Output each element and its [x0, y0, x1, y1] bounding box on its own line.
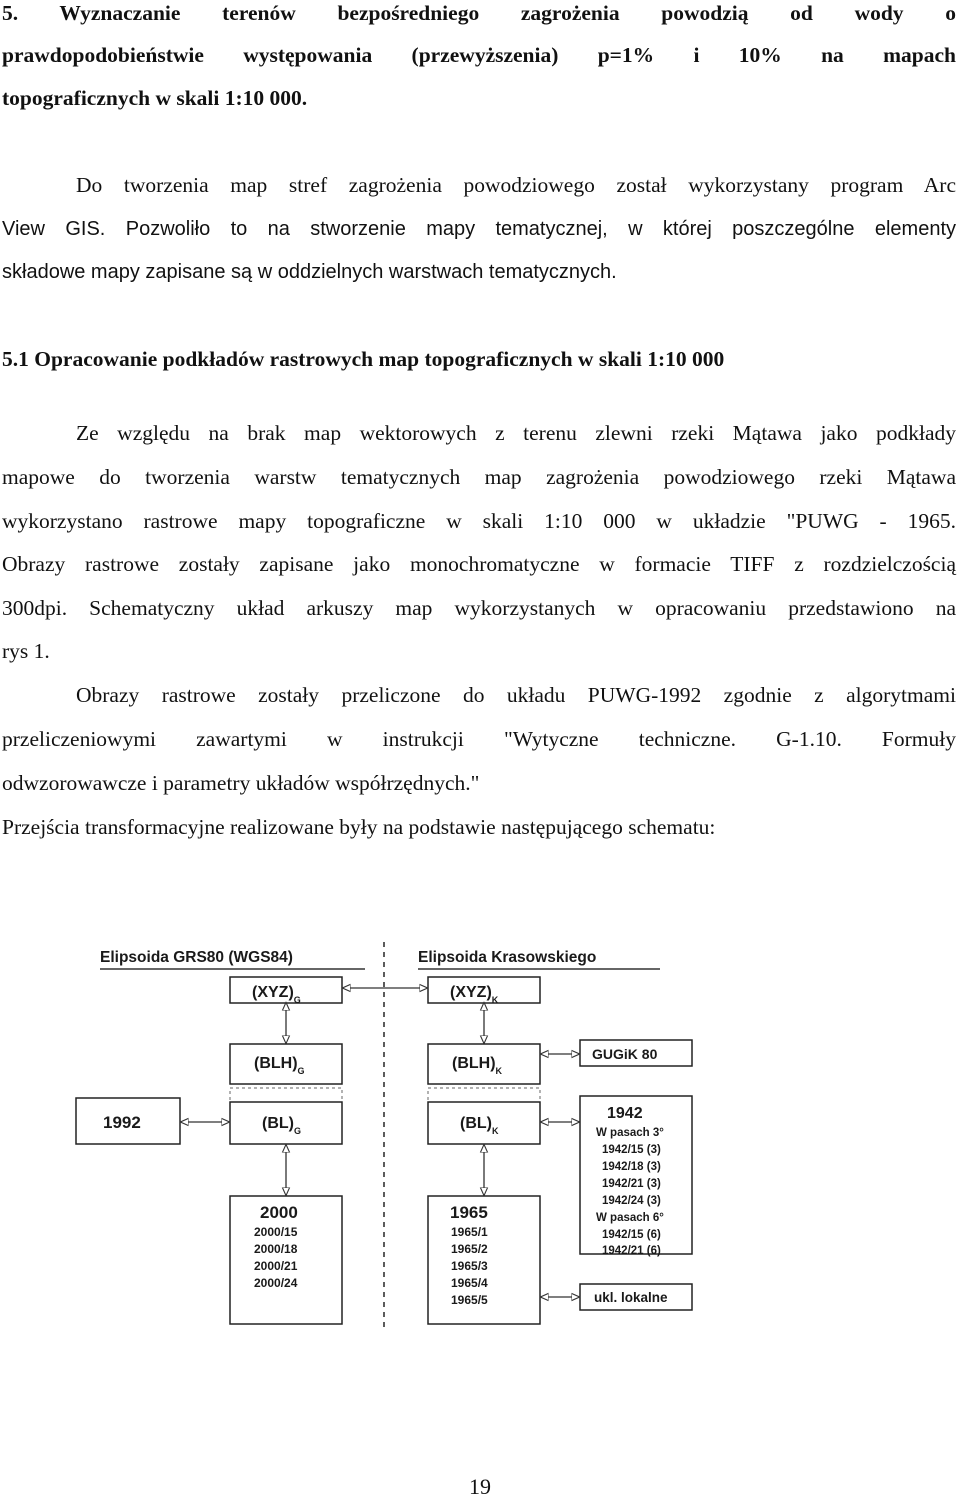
node-1942	[580, 1096, 692, 1257]
paragraph-2-line-1: Obrazy rastrowe zostały przeliczone do układu PUWG-1992 zgodnie z algorytmami	[76, 683, 956, 707]
paragraph-1-line-3: wykorzystano rastrowe mapy topograficzne w skali 1:10 000 w układzie "PUWG - 1965.	[2, 509, 956, 533]
node-2000	[230, 1196, 342, 1324]
node-1942-line-6: W pasach 6°	[596, 1212, 664, 1224]
subsection-heading: 5.1 Opracowanie podkładów rastrowych map topograficznych w skali 1:10 000	[2, 347, 725, 371]
node-1965-item-2: 1965/2	[451, 1242, 488, 1256]
node-local-label: ukl. lokalne	[594, 1290, 668, 1305]
node-2000-item-3: 2000/21	[254, 1259, 298, 1273]
intro-line-3: składowe mapy zapisane są w oddzielnych warstwach tematycznych.	[2, 261, 617, 283]
node-blh-g	[230, 1044, 342, 1084]
node-bl-g	[230, 1102, 342, 1144]
paragraph-1-line-1: Ze względu na brak map wektorowych z terenu zlewni rzeki Mątawa jako podkłady	[76, 421, 956, 445]
paragraph-2-line-3: odwzorowawcze i parametry układów współrzędnych."	[2, 771, 480, 795]
paragraph-1-line-2: mapowe do tworzenia warstw tematycznych map zagrożenia powodziowego rzeki Mątawa	[2, 465, 956, 489]
node-blh-k-sub: K	[495, 1066, 503, 1076]
paragraph-1-line-5: 300dpi. Schematyczny układ arkuszy map wykorzystanych w opracowaniu przedstawiono na	[2, 596, 956, 620]
node-bl-k	[428, 1102, 540, 1144]
node-bl-k-sub: K	[491, 1126, 499, 1136]
node-1942-line-8: 1942/21 (6)	[602, 1245, 661, 1257]
node-1942-line-1: W pasach 3°	[596, 1127, 664, 1139]
paragraph-3: Przejścia transformacyjne realizowane były na podstawie następującego schematu:	[2, 815, 716, 839]
node-2000-item-1: 2000/15	[254, 1225, 298, 1239]
node-local	[580, 1284, 692, 1310]
node-2000-title: 2000	[260, 1203, 298, 1222]
node-xyz-k-label: (XYZ)	[450, 984, 492, 1001]
paragraph-2-line-2: przeliczeniowymi zawartymi w instrukcji "Wytyczne techniczne. G-1.10. Formuły	[2, 727, 956, 751]
header-grs80: Elipsoida GRS80 (WGS84)	[100, 949, 293, 966]
node-bl-g-label: (BL)	[262, 1115, 294, 1132]
node-blh-g-sub: G	[297, 1066, 305, 1076]
node-blh-k-label: (BLH)	[452, 1055, 496, 1072]
node-1965-title: 1965	[450, 1203, 488, 1222]
node-1965	[428, 1196, 540, 1324]
paragraph-1-line-4: Obrazy rastrowe zostały zapisane jako monochromatyczne w formacie TIFF z rozdzielczością	[2, 552, 956, 576]
node-xyz-g-label: (XYZ)	[252, 984, 294, 1001]
node-1942-title: 1942	[607, 1105, 643, 1122]
transformation-diagram	[0, 930, 960, 1340]
node-xyz-g-sub: G	[293, 995, 301, 1005]
section-heading-line-1: 5. Wyznaczanie terenów bezpośredniego zagrożenia powodzią od wody o	[2, 1, 956, 25]
node-1942-line-4: 1942/21 (3)	[602, 1178, 661, 1190]
node-xyz-k-sub: K	[491, 995, 499, 1005]
node-1965-item-3: 1965/3	[451, 1259, 488, 1273]
node-1965-item-5: 1965/5	[451, 1293, 488, 1307]
node-gugik80	[580, 1040, 692, 1066]
section-heading-line-2: prawdopodobieństwie występowania (przewyższenia) p=1% i 10% na mapach	[2, 43, 956, 67]
intro-line-2: View GIS. Pozwoliło to na stworzenie mapy tematycznej, w której poszczególne elementy	[2, 218, 956, 240]
node-1942-line-2: 1942/15 (3)	[602, 1144, 661, 1156]
node-2000-item-2: 2000/18	[254, 1242, 298, 1256]
paragraph-1-line-6: rys 1.	[2, 639, 50, 663]
node-gugik80-label: GUGiK 80	[592, 1046, 658, 1062]
page-number: 19	[469, 1474, 491, 1499]
node-1942-line-5: 1942/24 (3)	[602, 1195, 661, 1207]
node-1992-label: 1992	[103, 1113, 141, 1132]
node-blh-k	[428, 1044, 540, 1084]
node-1992	[76, 1098, 180, 1144]
node-1965-item-4: 1965/4	[451, 1276, 488, 1290]
section-heading-line-3: topograficznych w skali 1:10 000.	[2, 86, 308, 110]
node-1942-line-7: 1942/15 (6)	[602, 1229, 661, 1241]
node-2000-item-4: 2000/24	[254, 1276, 298, 1290]
node-1965-item-1: 1965/1	[451, 1225, 488, 1239]
header-krasowski: Elipsoida Krasowskiego	[418, 949, 597, 966]
node-blh-g-label: (BLH)	[254, 1055, 298, 1072]
node-xyz-g	[230, 977, 342, 1005]
node-bl-k-label: (BL)	[460, 1115, 492, 1132]
node-xyz-k	[428, 977, 540, 1005]
intro-line-1: Do tworzenia map stref zagrożenia powodziowego został wykorzystany program Arc	[76, 173, 956, 197]
node-1942-line-3: 1942/18 (3)	[602, 1161, 661, 1173]
node-bl-g-sub: G	[293, 1126, 301, 1136]
